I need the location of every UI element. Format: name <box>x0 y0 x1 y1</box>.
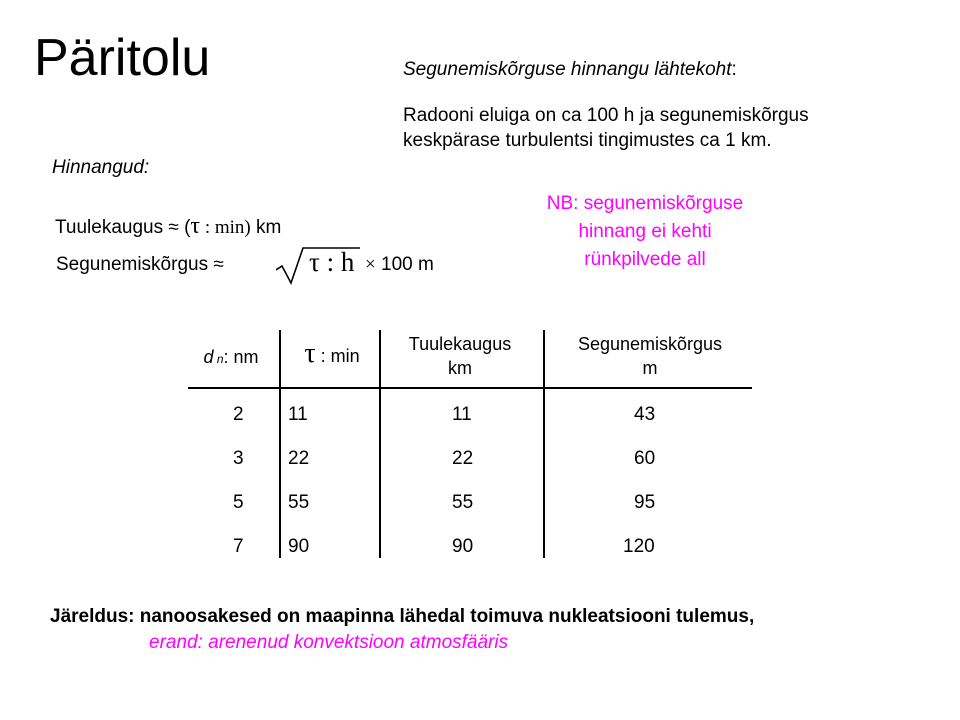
header-d <box>188 345 274 371</box>
header-tau <box>282 338 382 369</box>
note-heading <box>403 59 737 81</box>
cell-tau: 22 <box>288 448 310 469</box>
wind-distance-formula <box>55 213 281 240</box>
estimates-label: Hinnangud: <box>52 157 150 178</box>
note-heading-colon: : <box>731 59 737 80</box>
cell-wind: 11 <box>452 404 472 425</box>
header-d-sub: n <box>213 352 224 366</box>
header-tau-unit: : min <box>315 346 360 366</box>
cell-wind: 55 <box>452 492 474 513</box>
header-wind <box>380 332 540 380</box>
conclusion-line-1: Järeldus: nanoosakesed on maapinna lähedal toimuva nukleatsiooni tulemus, <box>50 606 755 627</box>
nb-line-3: rünkpilvede all <box>584 249 706 270</box>
nb-line-1: NB: segunemiskõrguse <box>546 193 744 214</box>
cell-tau: 90 <box>288 536 310 557</box>
column-divider-2 <box>379 330 381 558</box>
cell-tau: 55 <box>288 492 310 513</box>
wind-distance-suffix: km <box>250 217 282 238</box>
column-divider-3 <box>543 330 545 558</box>
note-line-1: Radooni eluiga on ca 100 h ja segunemiskõrgus <box>403 105 809 126</box>
cell-d: 2 <box>233 404 244 425</box>
cell-d: 7 <box>233 536 244 557</box>
header-mix-line1: Segunemiskõrgus <box>577 334 723 354</box>
header-wind-line1: Tuulekaugus <box>408 334 512 354</box>
conclusion-line-2: erand: arenenud konvektsioon atmosfääris <box>149 632 509 653</box>
header-mix <box>545 332 755 380</box>
cell-mix: 120 <box>623 536 655 557</box>
sqrt-radicand: τ : h <box>309 247 355 277</box>
mixing-height-multiplier <box>365 254 434 276</box>
header-d-symbol: d <box>203 347 214 367</box>
header-wind-line2: km <box>448 358 472 378</box>
header-rule <box>188 387 752 389</box>
cell-wind: 22 <box>452 448 474 469</box>
note-heading-text: Segunemiskõrguse hinnangu lähtekoht <box>403 59 732 80</box>
mixing-height-suffix: 100 m <box>375 254 434 275</box>
cell-mix: 43 <box>634 404 656 425</box>
times-symbol: × <box>365 254 376 275</box>
nb-line-2: hinnang ei kehti <box>578 221 712 242</box>
cell-d: 5 <box>233 492 244 513</box>
cell-d: 3 <box>233 448 244 469</box>
header-mix-line2: m <box>642 358 658 378</box>
mixing-height-prefix: Segunemiskõrgus ≈ <box>56 254 224 275</box>
column-divider-1 <box>279 330 281 558</box>
cell-wind: 90 <box>452 536 474 557</box>
note-line-2: keskpärase turbulentsi tingimustes ca 1 km. <box>403 130 772 151</box>
cell-mix: 95 <box>634 492 656 513</box>
tau-symbol: τ <box>190 213 201 239</box>
header-d-unit: : nm <box>223 347 259 367</box>
wind-distance-unit: : min) <box>200 217 251 238</box>
wind-distance-prefix: Tuulekaugus ≈ ( <box>55 217 191 238</box>
cell-tau: 11 <box>288 404 308 425</box>
header-tau-symbol: τ <box>304 338 316 369</box>
page-title: Päritolu <box>34 29 211 87</box>
cell-mix: 60 <box>634 448 656 469</box>
